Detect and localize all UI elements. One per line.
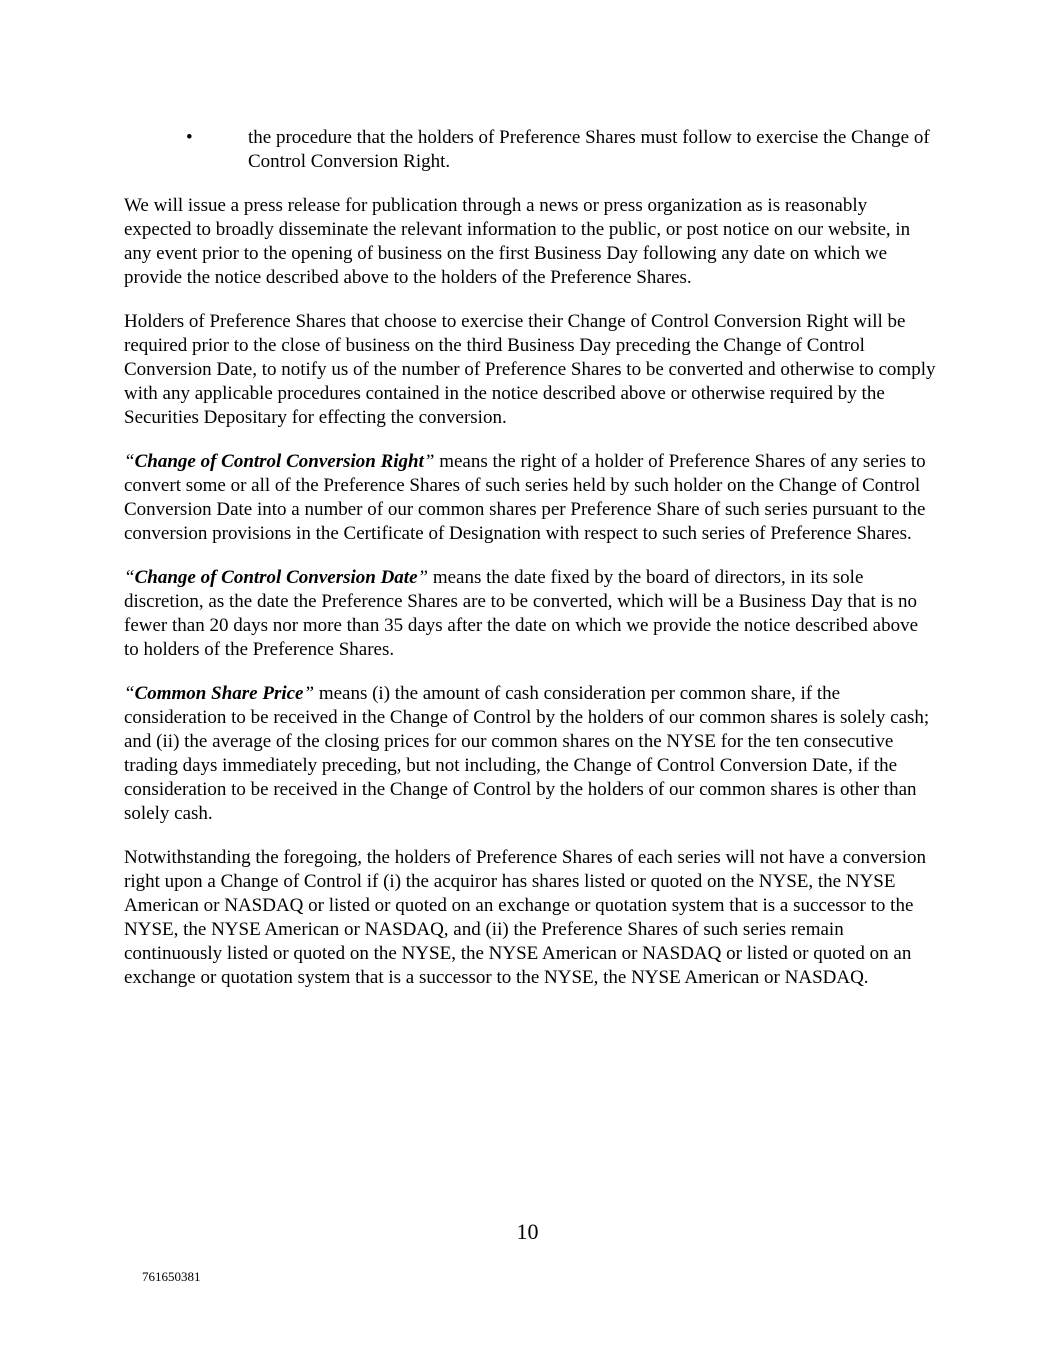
definition-term: Common Share Price (134, 683, 304, 704)
bullet-marker: • (186, 127, 193, 148)
definition-close-quote: ” (423, 451, 435, 472)
document-id: 761650381 (142, 1269, 201, 1284)
paragraph-notwithstanding: Notwithstanding the foregoing, the holders of Preference Shares of each series will not have a conversion right upon a Change of Control if (i) the acquiror has shares listed or quoted on the NYSE, the NYSE American or NASDAQ or listed or quoted on an exchange or quotation system that is a successor to the NYSE, the NYSE American or NASDAQ, and (ii) the Preference Shares of such series remain continuously listed or quoted on the NYSE, the NYSE American or NASDAQ or listed or quoted on an exchange or quotation system that is a successor to the NYSE, the NYSE American or NASDAQ. (124, 847, 926, 988)
definition-body: means the date fixed by the board of directors, in its sole discretion, as the date the Preference Shares are to be converted, which will be a Business Day that is no fewer than 20 days nor more than 35 days after the date on which we provide the notice described above to holders of the Preference Shares. (124, 567, 919, 660)
definition-term: Change of Control Conversion Date (134, 567, 418, 588)
definition-conversion-date (124, 566, 936, 662)
definition-conversion-right (124, 450, 936, 546)
definition-body: means the right of a holder of Preference Shares of any series to convert some or all of the Preference Shares of such series held by such holder on the Change of Control Conversion Date into a number of our common shares per Preference Share of such series pursuant to the conversion provisions in the Certificate of Designation with respect to such series of Preference Shares. (124, 451, 926, 544)
definition-open-quote: “ (124, 683, 135, 704)
page-content (124, 126, 936, 1010)
definition-close-quote: ” (303, 683, 315, 704)
definition-open-quote: “ (124, 451, 135, 472)
paragraph-holders-notice: Holders of Preference Shares that choose to exercise their Change of Control Conversion Right will be required prior to the close of business on the third Business Day preceding the Change of Control Conversion Date, to notify us of the number of Preference Shares to be converted and otherwise to comply with any applicable procedures contained in the notice described above or otherwise required by the Securities Depositary for effecting the conversion. (124, 311, 936, 428)
page-number: 10 (516, 1219, 539, 1244)
definition-term: Change of Control Conversion Right (134, 451, 424, 472)
definition-common-share-price (124, 682, 936, 826)
paragraph-press-release: We will issue a press release for publication through a news or press organization as is reasonably expected to broadly disseminate the relevant information to the public, or post notice on our website, in any event prior to the opening of business on the first Business Day following any date on which we provide the notice described above to the holders of the Preference Shares. (124, 195, 911, 288)
bullet-item (124, 126, 936, 174)
definition-open-quote: “ (124, 567, 135, 588)
definition-body: means (i) the amount of cash consideration per common share, if the consideration to be received in the Change of Control by the holders of our common shares is solely cash; and (ii) the average of the closing prices for our common shares on the NYSE for the ten consecutive trading days immediately preceding, but not including, the Change of Control Conversion Date, if the consideration to be received in the Change of Control by the holders of our common shares is other than solely cash. (124, 683, 930, 824)
definition-close-quote: ” (417, 567, 429, 588)
bullet-text: the procedure that the holders of Preference Shares must follow to exercise the Change of Control Conversion Right. (248, 127, 930, 172)
